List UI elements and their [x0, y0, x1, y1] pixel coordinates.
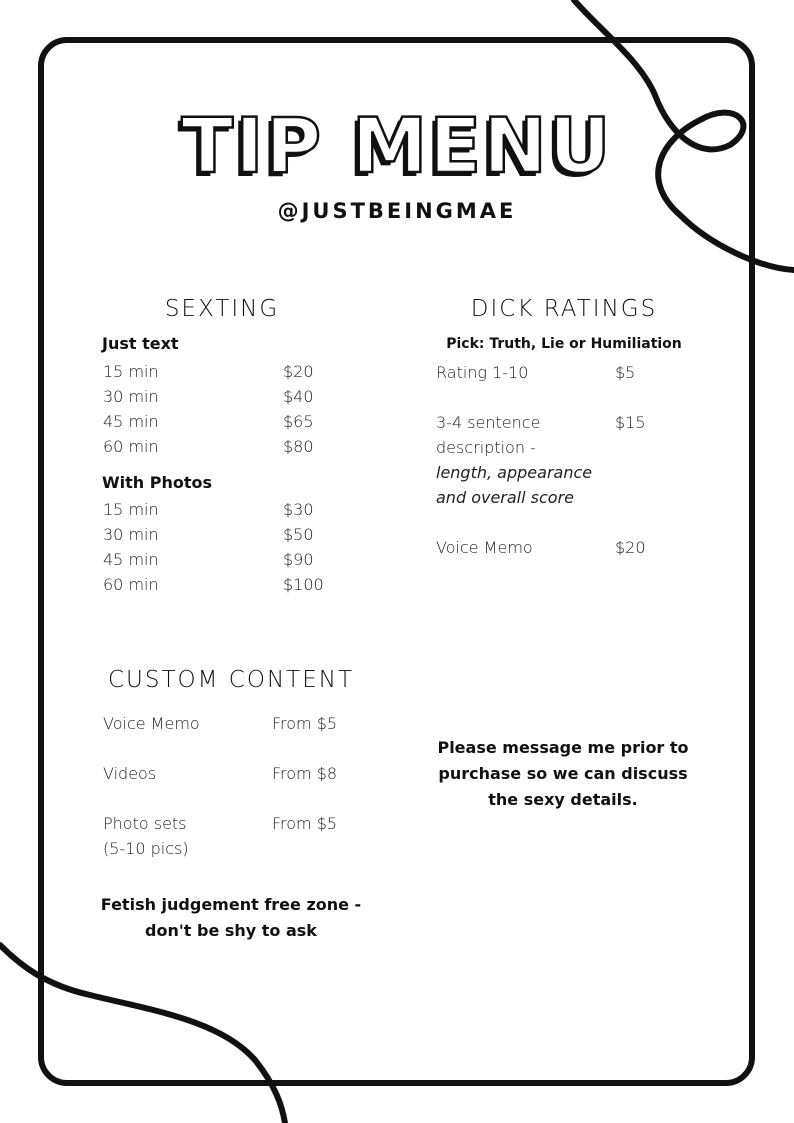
rating-item-detail: and overall score	[436, 488, 574, 507]
custom-item-price: From $5	[272, 814, 338, 833]
sexting-price: $65	[283, 412, 314, 431]
sexting-price: $90	[283, 550, 314, 569]
rating-item-label: Rating 1-10	[436, 363, 529, 382]
custom-item-label-detail: (5-10 pics)	[103, 839, 189, 858]
rating-item-label: Voice Memo	[436, 538, 533, 557]
sexting-price: $50	[283, 525, 314, 544]
message-note-line: the sexy details.	[488, 790, 638, 809]
custom-item-label: Voice Memo	[103, 714, 200, 733]
rating-item-label: 3-4 sentence	[436, 413, 541, 432]
message-note-line: purchase so we can discuss	[438, 764, 688, 783]
fetish-note	[90, 892, 372, 944]
rating-item-price: $15	[615, 413, 646, 432]
rating-item-price: $5	[615, 363, 636, 382]
rating-item-detail: length, appearance	[436, 463, 593, 482]
rating-item-price: $20	[615, 538, 646, 557]
sexting-group-label-just-text: Just text	[102, 334, 179, 353]
sexting-heading: SEXTING	[164, 296, 280, 322]
sexting-group-label-with-photos: With Photos	[102, 473, 213, 492]
sexting-duration: 30 min	[103, 525, 159, 544]
sexting-price: $80	[283, 437, 314, 456]
dick-ratings-options: Pick: Truth, Lie or Humiliation	[446, 336, 682, 352]
menu-title: TIP MENU	[181, 101, 613, 190]
sexting-price: $40	[283, 387, 314, 406]
creator-handle: @JUSTBEINGMAE	[277, 199, 517, 223]
sexting-duration: 45 min	[103, 412, 159, 431]
sexting-duration: 60 min	[103, 437, 159, 456]
custom-item-label: Photo sets	[103, 814, 187, 833]
fetish-note-line: don't be shy to ask	[145, 921, 317, 940]
dick-ratings-heading: DICK RATINGS	[470, 296, 658, 322]
sexting-price: $100	[283, 575, 324, 594]
sexting-duration: 60 min	[103, 575, 159, 594]
custom-content-heading: CUSTOM CONTENT	[107, 667, 354, 693]
custom-item-price: From $5	[272, 714, 338, 733]
sexting-duration: 15 min	[103, 362, 159, 381]
fetish-note-line: Fetish judgement free zone -	[100, 895, 362, 914]
custom-item-price: From $8	[272, 764, 338, 783]
sexting-price: $20	[283, 362, 314, 381]
custom-item-label: Videos	[103, 764, 157, 783]
message-note-line: Please message me prior to	[437, 738, 689, 757]
sexting-price: $30	[283, 500, 314, 519]
rating-item-label: description -	[436, 438, 536, 457]
message-note	[420, 735, 706, 813]
sexting-duration: 15 min	[103, 500, 159, 519]
sexting-duration: 30 min	[103, 387, 159, 406]
sexting-duration: 45 min	[103, 550, 159, 569]
